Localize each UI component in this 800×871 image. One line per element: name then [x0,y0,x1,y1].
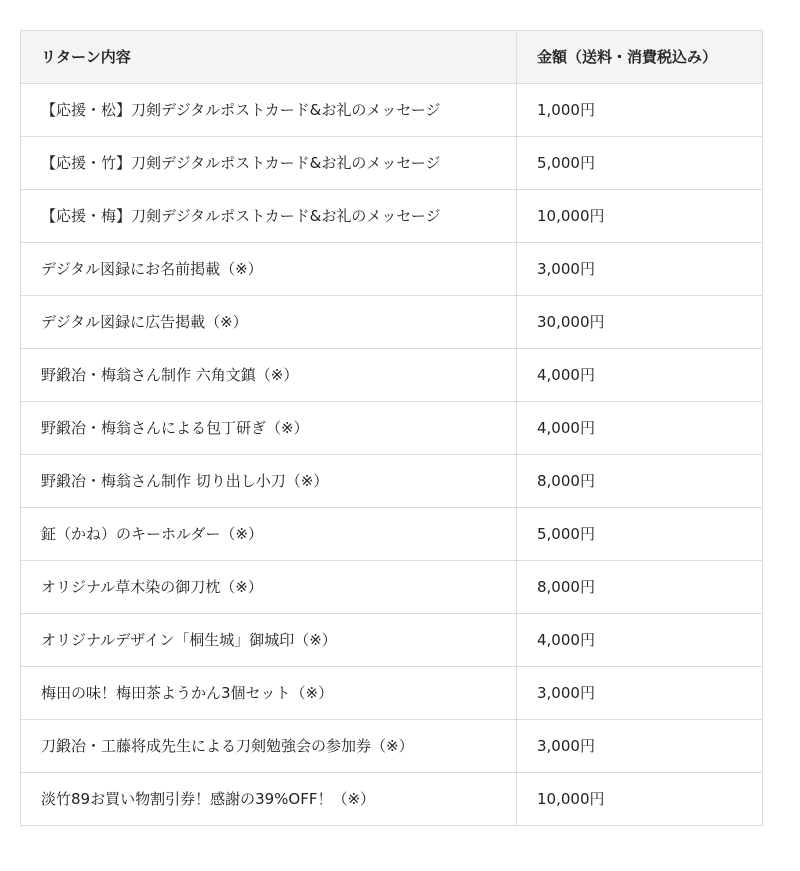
reward-price: 30,000円 [517,296,763,349]
reward-item: 【応援・松】刀剣デジタルポストカード&お礼のメッセージ [21,84,517,137]
reward-item: 野鍛冶・梅翁さん制作 切り出し小刀（※） [21,455,517,508]
header-reward-content: リターン内容 [21,31,517,84]
table-row [21,402,763,455]
reward-price: 1,000円 [517,84,763,137]
reward-price: 8,000円 [517,561,763,614]
table-row [21,614,763,667]
table-row [21,720,763,773]
table-row [21,508,763,561]
reward-price: 3,000円 [517,720,763,773]
table-row [21,455,763,508]
table-row [21,296,763,349]
table-row [21,667,763,720]
table-row [21,349,763,402]
table-row [21,773,763,826]
reward-price: 3,000円 [517,667,763,720]
reward-item: 野鍛冶・梅翁さん制作 六角文鎮（※） [21,349,517,402]
reward-price: 4,000円 [517,349,763,402]
reward-item: 鉦（かね）のキーホルダー（※） [21,508,517,561]
table-row [21,243,763,296]
reward-item: デジタル図録に広告掲載（※） [21,296,517,349]
reward-item: デジタル図録にお名前掲載（※） [21,243,517,296]
header-price: 金額（送料・消費税込み） [517,31,763,84]
reward-item: 野鍛冶・梅翁さんによる包丁研ぎ（※） [21,402,517,455]
reward-item: 刀鍛冶・工藤将成先生による刀剣勉強会の参加券（※） [21,720,517,773]
reward-price: 4,000円 [517,614,763,667]
reward-item: オリジナル草木染の御刀枕（※） [21,561,517,614]
rewards-table [20,30,763,826]
reward-item: 【応援・梅】刀剣デジタルポストカード&お礼のメッセージ [21,190,517,243]
reward-item: オリジナルデザイン「桐生城」御城印（※） [21,614,517,667]
reward-price: 5,000円 [517,137,763,190]
reward-price: 3,000円 [517,243,763,296]
reward-price: 5,000円 [517,508,763,561]
reward-item: 【応援・竹】刀剣デジタルポストカード&お礼のメッセージ [21,137,517,190]
table-row [21,137,763,190]
reward-price: 4,000円 [517,402,763,455]
table-row [21,84,763,137]
rewards-table-container [20,30,762,826]
table-header-row [21,31,763,84]
reward-price: 10,000円 [517,773,763,826]
reward-price: 10,000円 [517,190,763,243]
table-row [21,561,763,614]
reward-item: 梅田の味！梅田茶ようかん3個セット（※） [21,667,517,720]
table-row [21,190,763,243]
reward-price: 8,000円 [517,455,763,508]
reward-item: 淡竹89お買い物割引券！感謝の39%OFF！（※） [21,773,517,826]
